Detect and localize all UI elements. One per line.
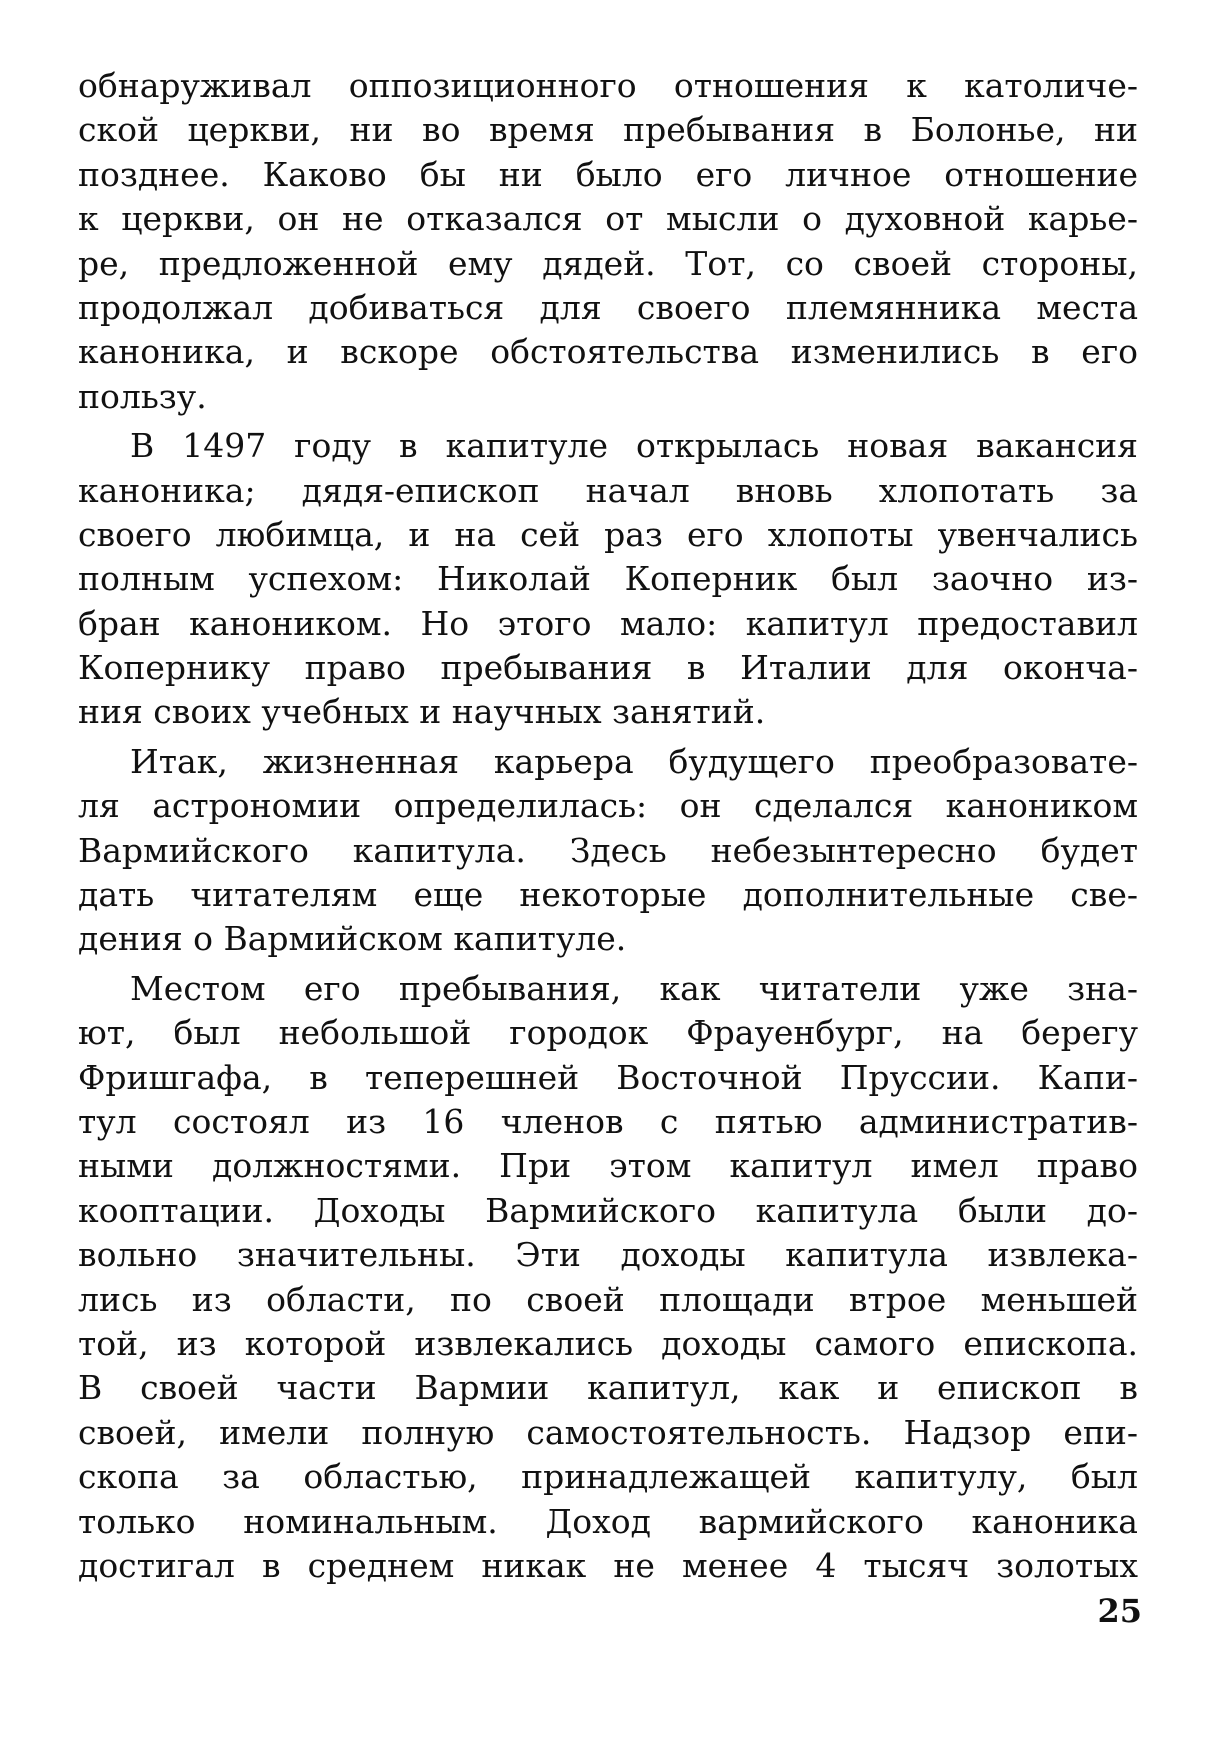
- text-line: Копернику право пребывания в Италии для оконча-: [78, 648, 1138, 688]
- text-line: вольно значительны. Эти доходы капитула извлека-: [78, 1235, 1138, 1275]
- page-number: 25: [1097, 1592, 1142, 1630]
- body-text: [78, 64, 1138, 1588]
- text-line: Вармийского капитула. Здесь небезынтересно будет: [78, 830, 1138, 870]
- text-line: достигал в среднем никак не менее 4 тысяч золотых: [78, 1545, 1138, 1585]
- text-line: Местом его пребывания, как читатели уже зна-: [130, 968, 1138, 1008]
- text-line: продолжал добиваться для своего племянника места: [78, 287, 1138, 327]
- text-line: Итак, жизненная карьера будущего преобразовате-: [130, 741, 1138, 781]
- text-line: ют, был небольшой городок Фрауенбург, на берегу: [78, 1013, 1138, 1053]
- text-line: тул состоял из 16 членов с пятью административ-: [78, 1101, 1138, 1141]
- text-line: Фришгафа, в теперешней Восточной Пруссии. Капи-: [78, 1057, 1138, 1097]
- text-line: пользу.: [78, 376, 207, 416]
- text-line: ля астрономии определилась: он сделался каноником: [78, 786, 1138, 826]
- text-line: ской церкви, ни во время пребывания в Болонье, ни: [78, 110, 1138, 150]
- text-line: позднее. Каково бы ни было его личное отношение: [78, 154, 1138, 194]
- text-line: своей, имели полную самостоятельность. Надзор епи-: [78, 1412, 1138, 1452]
- text-line: каноника, и вскоре обстоятельства изменились в его: [78, 332, 1138, 372]
- text-line: ре, предложенной ему дядей. Тот, со своей стороны,: [78, 243, 1138, 283]
- text-line: только номинальным. Доход вармийского каноника: [78, 1501, 1138, 1541]
- text-line: каноника; дядя-епископ начал вновь хлопотать за: [78, 470, 1138, 510]
- text-line: кооптации. Доходы Вармийского капитула были до-: [78, 1190, 1138, 1230]
- text-line: обнаруживал оппозиционного отношения к католиче-: [78, 66, 1138, 105]
- text-line: лись из области, по своей площади втрое меньшей: [78, 1279, 1138, 1319]
- text-line: бран каноником. Но этого мало: капитул предоставил: [78, 603, 1138, 643]
- text-line: В своей части Вармии капитул, как и епископ в: [78, 1368, 1138, 1408]
- text-line: своего любимца, и на сей раз его хлопоты увенчались: [78, 514, 1138, 554]
- text-line: ными должностями. При этом капитул имел право: [78, 1146, 1138, 1186]
- text-line: скопа за областью, принадлежащей капитулу, был: [78, 1457, 1138, 1497]
- text-line: полным успехом: Николай Коперник был заочно из-: [78, 559, 1138, 599]
- text-line: к церкви, он не отказался от мысли о духовной карье-: [78, 199, 1138, 239]
- text-line: дать читателям еще некоторые дополнительные све-: [78, 875, 1138, 915]
- text-line: ния своих учебных и научных занятий.: [78, 692, 766, 732]
- text-line: дения о Вармийском капитуле.: [78, 919, 627, 959]
- text-line: В 1497 году в капитуле открылась новая вакансия: [130, 426, 1138, 466]
- text-line: той, из которой извлекались доходы самого епископа.: [78, 1323, 1138, 1363]
